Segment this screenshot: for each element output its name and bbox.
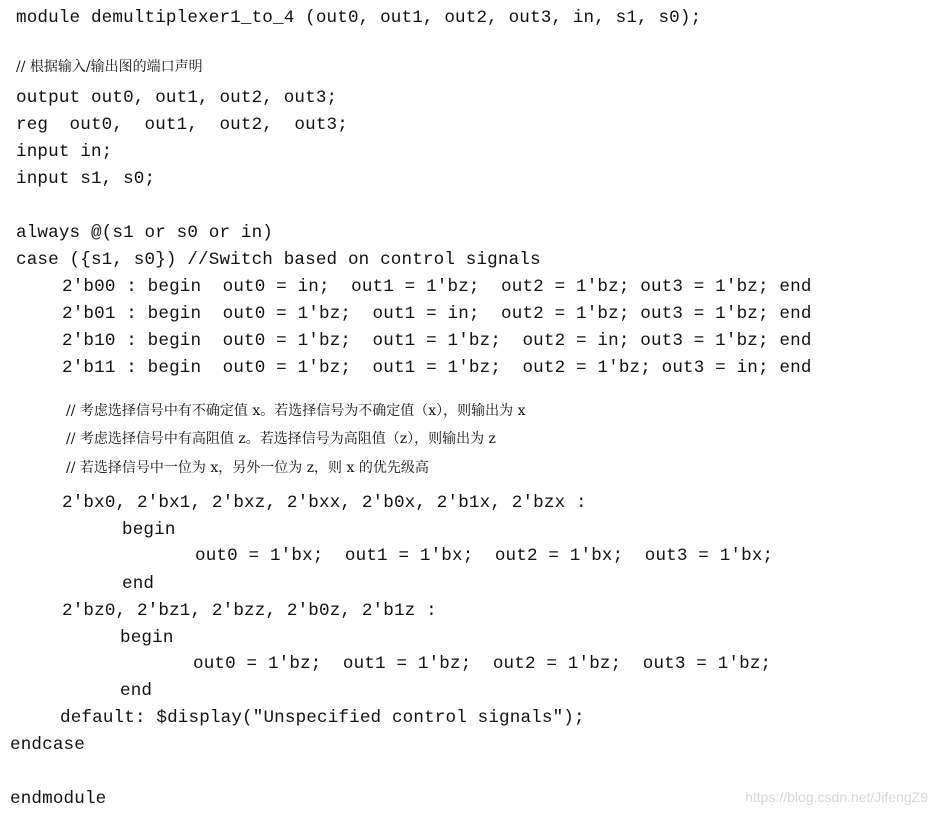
code-line-end-z: end bbox=[120, 681, 153, 701]
code-line-output-decl: output out0, out1, out2, out3; bbox=[16, 88, 338, 108]
code-line-module-decl: module demultiplexer1_to_4 (out0, out1, out2, out3, in, s1, s0); bbox=[16, 8, 702, 28]
code-comment-x: // 考虑选择信号中有不确定值 x。若选择信号为不确定值（x），则输出为 x bbox=[66, 403, 526, 419]
code-line-case-11: 2'b11 : begin out0 = 1'bz; out1 = 1'bz; out2 = 1'bz; out3 = in; end bbox=[62, 358, 812, 378]
code-line-case-10: 2'b10 : begin out0 = 1'bz; out1 = 1'bz; out2 = in; out3 = 1'bz; end bbox=[62, 331, 812, 351]
code-line-endmodule: endmodule bbox=[10, 789, 107, 809]
code-line-assign-z: out0 = 1'bz; out1 = 1'bz; out2 = 1'bz; out3 = 1'bz; bbox=[193, 654, 772, 674]
code-line-reg-decl: reg out0, out1, out2, out3; bbox=[16, 115, 348, 135]
code-line-case-01: 2'b01 : begin out0 = 1'bz; out1 = in; out2 = 1'bz; out3 = 1'bz; end bbox=[62, 304, 812, 324]
code-line-begin-z: begin bbox=[120, 628, 174, 648]
code-line-endcase: endcase bbox=[10, 735, 85, 755]
code-line-input-in: input in; bbox=[16, 142, 113, 162]
code-line-default: default: $display("Unspecified control signals"); bbox=[60, 708, 585, 728]
code-line-input-sel: input s1, s0; bbox=[16, 169, 156, 189]
code-comment-priority: // 若选择信号中一位为 x，另外一位为 z，则 x 的优先级高 bbox=[66, 460, 429, 476]
code-comment-ports: // 根据输入/输出图的端口声明 bbox=[16, 59, 203, 75]
code-line-assign-x: out0 = 1'bx; out1 = 1'bx; out2 = 1'bx; out3 = 1'bx; bbox=[195, 546, 774, 566]
code-line-begin-x: begin bbox=[122, 520, 176, 540]
code-line-case-z: 2'bz0, 2'bz1, 2'bzz, 2'b0z, 2'b1z : bbox=[62, 601, 437, 621]
code-line-case: case ({s1, s0}) //Switch based on control signals bbox=[16, 250, 541, 270]
watermark: https://blog.csdn.net/JifengZ9 bbox=[745, 789, 928, 805]
code-line-case-00: 2'b00 : begin out0 = in; out1 = 1'bz; out2 = 1'bz; out3 = 1'bz; end bbox=[62, 277, 812, 297]
code-line-end-x: end bbox=[122, 574, 155, 594]
code-line-case-x: 2'bx0, 2'bx1, 2'bxz, 2'bxx, 2'b0x, 2'b1x, 2'bzx : bbox=[62, 493, 587, 513]
code-line-always: always @(s1 or s0 or in) bbox=[16, 223, 273, 243]
code-comment-z: // 考虑选择信号中有高阻值 z。若选择信号为高阻值（z），则输出为 z bbox=[66, 431, 496, 447]
